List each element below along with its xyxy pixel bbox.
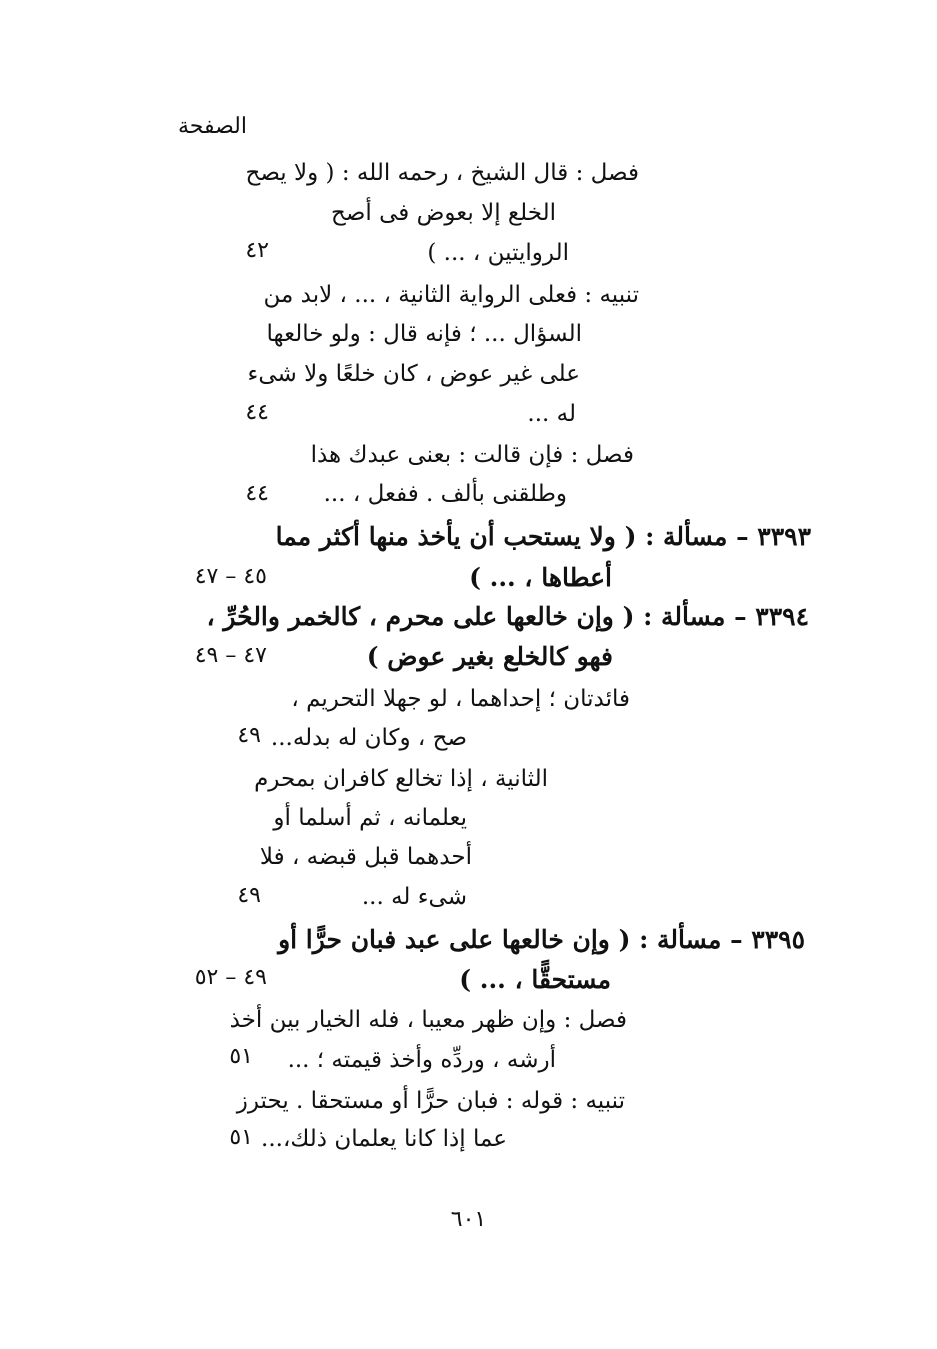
page-reference: ٥١ [229, 1044, 253, 1069]
entry-line: أرشه ، وردِّه وأخذ قيمته ؛ ... [287, 1047, 556, 1073]
page-reference: ٤٩ [237, 723, 261, 748]
entry-heading-line: مستحقًّا ، ... ) [459, 965, 611, 994]
entry-line: له ... [527, 401, 576, 427]
entry-heading-line: فهو كالخلع بغير عوض ) [366, 642, 613, 671]
page-reference: ٤٩ – ٥٢ [194, 965, 267, 990]
page-reference: ٤٩ [237, 883, 261, 908]
page-reference: ٤٢ [245, 238, 269, 263]
page-reference: ٤٧ – ٤٩ [194, 643, 267, 668]
entry-line: شىء له ... [361, 884, 467, 910]
entry-line: فصل : وإن ظهر معيبا ، فله الخيار بين أخذ [229, 1007, 627, 1033]
entry-heading-line: ٣٣٩٣ – مسألة : ( ولا يستحب أن يأخذ منها أكثر مما [275, 522, 811, 551]
entry-line: السؤال ... ؛ فإنه قال : ولو خالعها [266, 321, 582, 347]
entry-line: فصل : قال الشيخ ، رحمه الله : ( ولا يصح [245, 160, 639, 186]
entry-heading-line: ٣٣٩٥ – مسألة : ( وإن خالعها على عبد فبان حرًّا أو [278, 925, 805, 954]
entry-line: تنبيه : قوله : فبان حرًّا أو مستحقا . يحترز [236, 1088, 625, 1114]
entry-line: على غير عوض ، كان خلعًا ولا شىء [247, 361, 580, 387]
entry-line: الخلع إلا بعوض فى أصح [331, 200, 556, 226]
entry-line: الروايتين ، ... ) [427, 240, 569, 266]
entry-line: فائدتان ؛ إحداهما ، لو جهلا التحريم ، [291, 686, 630, 712]
page-number: ٦٠١ [450, 1207, 487, 1232]
page-reference: ٥١ [229, 1125, 253, 1150]
page-reference: ٤٤ [245, 481, 269, 506]
entry-line: عما إذا كانا يعلمان ذلك،... [261, 1126, 507, 1152]
page-reference: ٤٥ – ٤٧ [194, 564, 267, 589]
entry-line: وطلقنى بألف . ففعل ، ... [323, 481, 567, 507]
entry-line: تنبيه : فعلى الرواية الثانية ، ... ، لابد من [263, 282, 639, 308]
entry-line: فصل : فإن قالت : بعنى عبدك هذا [310, 442, 634, 468]
page-column-header: الصفحة [177, 114, 247, 139]
entry-line: أحدهما قبل قبضه ، فلا [259, 844, 472, 870]
entry-line: الثانية ، إذا تخالع كافران بمحرم [254, 766, 548, 792]
entry-line: صح ، وكان له بدله... [270, 725, 467, 751]
entry-heading-line: أعطاها ، ... ) [469, 563, 612, 592]
entry-heading-line: ٣٣٩٤ – مسألة : ( وإن خالعها على محرم ، كالخمر والحُرِّ ، [206, 602, 809, 631]
page-reference: ٤٤ [245, 400, 269, 425]
entry-line: يعلمانه ، ثم أسلما أو [273, 805, 467, 831]
